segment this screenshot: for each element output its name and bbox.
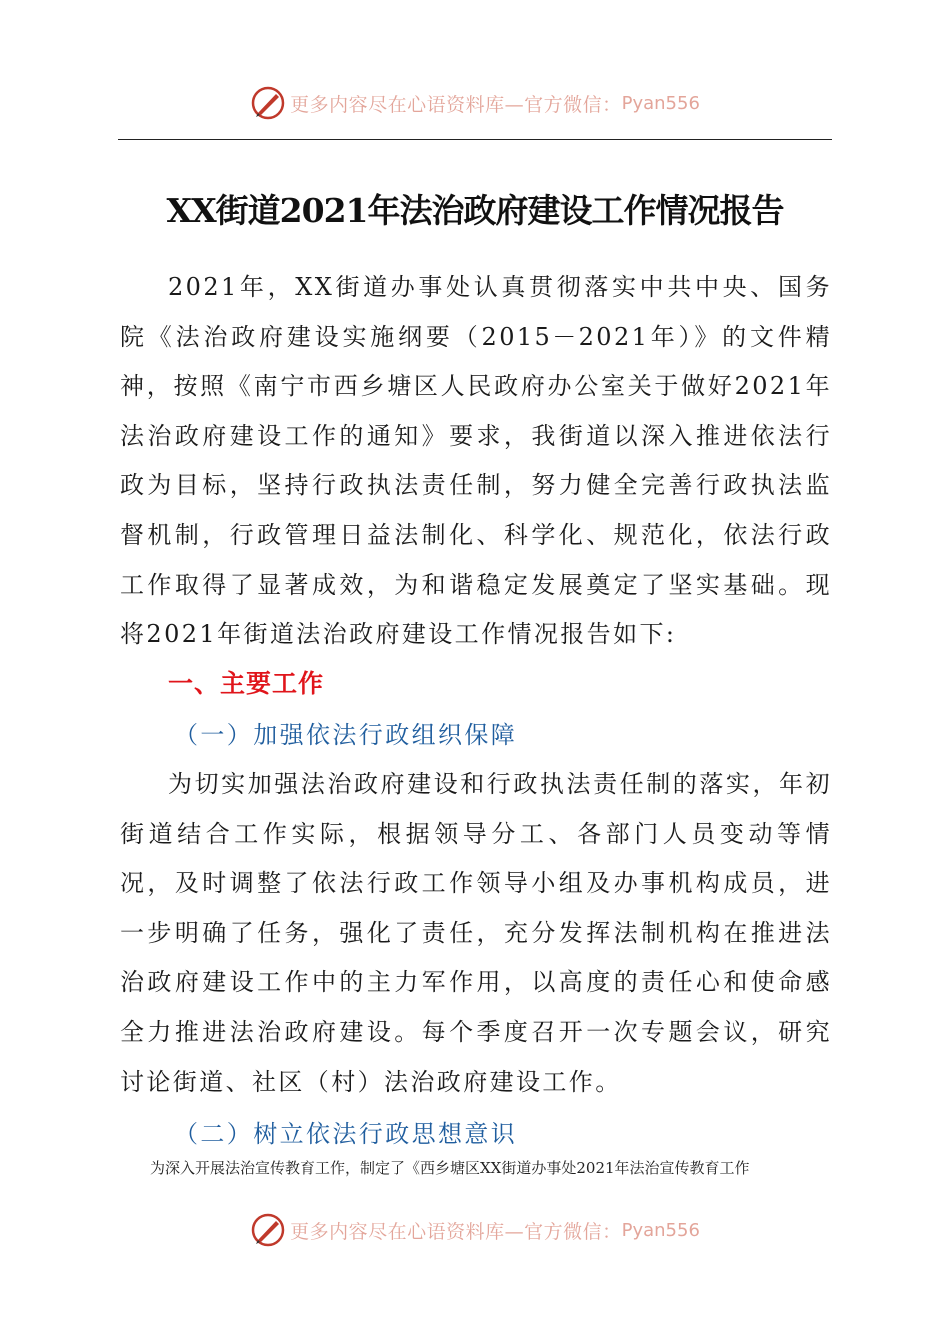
subsection-1-paragraph: 为切实加强法治政府建设和行政执法责任制的落实，年初街道结合工作实际，根据领导分工、各部门人员变动等情况，及时调整了依法行政工作领导小组及办事机构成员，进一步明确了任务，强化了责任，充分发挥法制机构在推进法治政府建设工作中的主力军作用，以高度的责任心和使命感全力推进法治政府建设。每个季度召开一次专题会议，研究讨论街道、社区（村）法治政府建设工作。: [120, 770, 832, 1096]
subsection-heading-2: （二）树立依法行政思想意识: [174, 1120, 518, 1148]
pen-logo-icon: [250, 1212, 286, 1248]
header-watermark: [0, 83, 950, 123]
header-divider: [118, 139, 832, 140]
subsection-heading-1: （一）加强依法行政组织保障: [174, 721, 518, 749]
footer-watermark: [0, 1210, 950, 1250]
watermark-text: 更多内容尽在心语资料库—官方微信：: [290, 1220, 622, 1243]
watermark-wechat-id: Pyan556: [621, 92, 700, 114]
pen-logo-icon: [250, 85, 286, 121]
watermark-text: 更多内容尽在心语资料库—官方微信：: [290, 93, 622, 116]
section-heading-main-work: 一、主要工作: [168, 669, 325, 698]
subsection-2-paragraph: 为深入开展法治宣传教育工作，制定了《西乡塘区XX街道办事处2021年法治宣传教育工作: [150, 1159, 750, 1177]
intro-paragraph: 2021年，XX街道办事处认真贯彻落实中共中央、国务院《法治政府建设实施纲要（2015－2021年）》的文件精神，按照《南宁市西乡塘区人民政府办公室关于做好2021年法治政府建设工作的通知》要求，我街道以深入推进依法行政为目标，坚持行政执法责任制，努力健全完善行政执法监督机制，行政管理日益法制化、科学化、规范化，依法行政工作取得了显著成效，为和谐稳定发展奠定了坚实基础。现将2021年街道法治政府建设工作情况报告如下:: [120, 273, 832, 649]
watermark-wechat-id: Pyan556: [621, 1219, 700, 1241]
document-title: XX街道2021年法治政府建设工作情况报告: [166, 191, 784, 230]
